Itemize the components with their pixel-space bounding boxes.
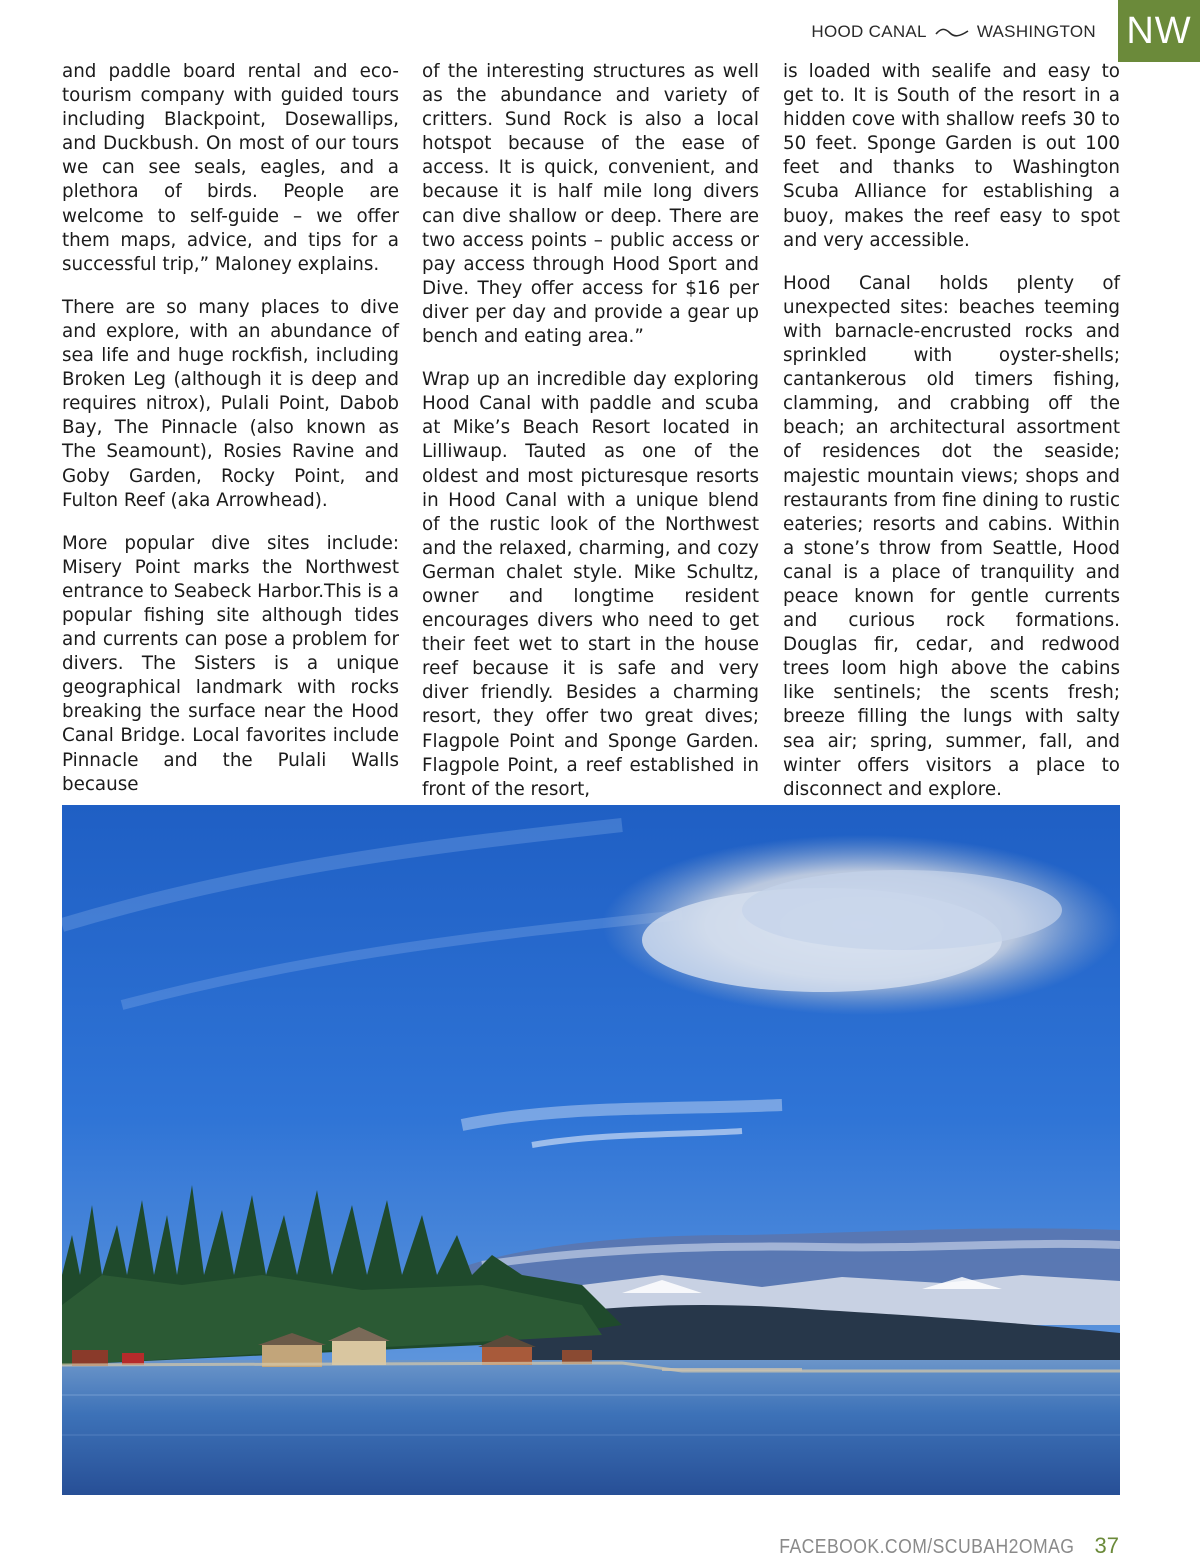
page-header <box>740 0 1200 64</box>
section-heading <box>811 22 1096 42</box>
footer-url: FACEBOOK.COM/SCUBAH2OMAG <box>778 1536 1074 1558</box>
text-column-1 <box>62 60 399 816</box>
landscape-photo <box>62 805 1120 1495</box>
page-number: 37 <box>1094 1533 1119 1558</box>
paragraph: of the interesting structures as well as the abundance and variety of critters. Sund Rock is also a local hotspot because of the ease of access. It is quick, convenient, and because it is half mile long divers can dive shallow or deep. There are two access points – public access or pay access through Hood Sport and Dive. They offer access for $16 per diver per day and provide a gear up bench and eating area.” <box>422 61 759 348</box>
paragraph: More popular dive sites include: Misery Point marks the Northwest entrance to Seabeck Harbor.This is a popular fishing site although tides and currents can pose a problem for divers. The Sisters is a unique geographical landmark with rocks breaking the surface near the Hood Canal Bridge. Local favorites include Pinnacle and the Pulali Walls because <box>62 532 399 795</box>
wave-divider-icon <box>935 26 969 38</box>
paragraph: Hood Canal holds plenty of unexpected sites: beaches teeming with barnacle-encrusted rocks and sprinkled with oyster-shells; cantankerous old timers fishing, clamming, and crabbing off the beach; an architectural assortment of residences dot the seaside; majestic mountain views; shops and restaurants from fine dining to rustic eateries; resorts and cabins. Within a stone’s throw from Seattle, Hood canal is a place of tranquility and peace known for gentle currents and curious rock formations. Douglas fir, cedar, and redwood trees loom high above the cabins like sentinels; the scents fresh; breeze filling the lungs with salty sea air; spring, summer, fall, and winter offers visitors a place to disconnect and explore. <box>783 272 1120 800</box>
paragraph: and paddle board rental and eco-tourism company with guided tours including Blackpoint, Dosewallips, and Duckbush. On most of our tours we can see seals, eagles, and a plethora of birds. People are welcome to self-guide – we offer them maps, advice, and tips for a successful trip,” Maloney explains. <box>62 61 399 275</box>
region-label: WASHINGTON <box>976 22 1096 41</box>
paragraph: is loaded with sealife and easy to get to. It is South of the resort in a hidden cove with shallow reefs 30 to 50 feet. Sponge Garden is out 100 feet and thanks to Washington Scuba Alliance for establishing a buoy, makes the reef easy to spot and very accessible. <box>783 61 1120 251</box>
region-badge: NW <box>1118 0 1200 62</box>
paragraph: Wrap up an incredible day exploring Hood Canal with paddle and scuba at Mike’s Beach Resort located in Lilliwaup. Tauted as one of the oldest and most picturesque resorts in Hood Canal with a unique blend of the rustic look of the Northwest and the relaxed, charming, and cozy German chalet style. Mike Schultz, owner and longtime resident encourages divers who need to get their feet wet to start in the house reef because it is safe and very diver friendly. Besides a charming resort, they offer two great dives; Flagpole Point and Sponge Garden. Flagpole Point, a reef established in front of the resort, <box>422 369 759 800</box>
text-column-2 <box>422 60 759 821</box>
section-label: HOOD CANAL <box>811 22 927 41</box>
text-column-3 <box>783 60 1120 821</box>
landscape-illustration <box>62 805 1120 1495</box>
paragraph: There are so many places to dive and explore, with an abundance of sea life and huge rockfish, including Broken Leg (although it is deep and requires nitrox), Pulali Point, Dabob Bay, The Pinnacle (also known as The Seamount), Rosies Ravine and Goby Garden, Rocky Point, and Fulton Reef (aka Arrowhead). <box>62 296 399 511</box>
